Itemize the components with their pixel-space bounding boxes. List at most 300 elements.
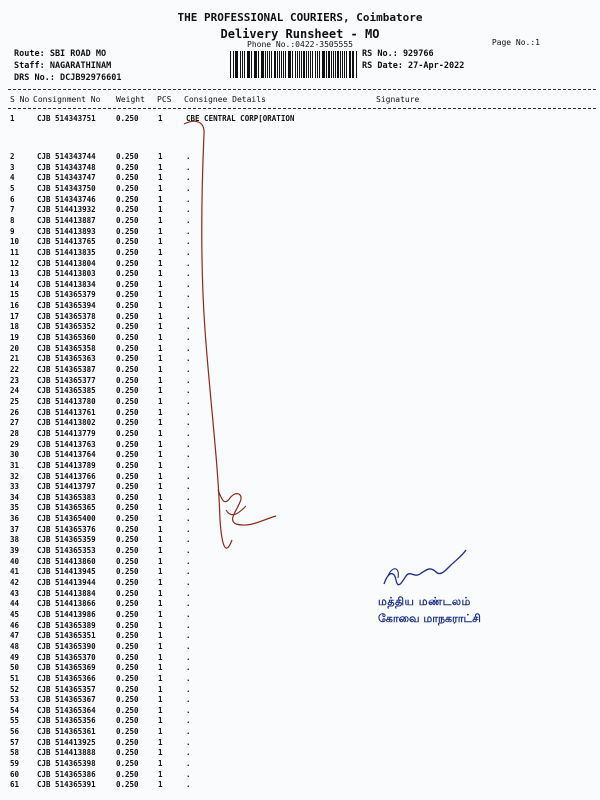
row-pcs: 1 [158,780,163,790]
row-consignee: . [186,748,191,758]
row-consignee: . [186,705,191,715]
row-pcs: 1 [158,439,163,449]
row-weight: 0.250 [116,194,139,204]
row-consignment: CJB 514365400 [37,514,96,524]
row-consignee: . [186,279,191,289]
row-consignee: . [186,396,191,406]
row-consignment: CJB 514413765 [37,237,96,247]
row-consignee: . [186,333,191,343]
row-sno: 16 [10,301,20,311]
row-weight: 0.250 [116,588,139,598]
row-weight: 0.250 [116,716,139,726]
row-consignee: . [186,439,191,449]
row-pcs: 1 [158,226,163,236]
row-weight: 0.250 [116,748,139,758]
row-pcs: 1 [158,620,163,630]
row-consignee: . [186,482,191,492]
row-consignment: CJB 514365383 [37,492,96,502]
row-pcs: 1 [158,237,163,247]
row-pcs: 1 [158,407,163,417]
row-sno: 55 [10,716,20,726]
row-sno: 27 [10,418,20,428]
row-consignment: CJB 514365357 [37,684,96,694]
row-pcs: 1 [158,301,163,311]
row-sno: 21 [10,354,20,364]
col-pcs: PCS [157,95,172,104]
row-sno: 9 [10,226,15,236]
row-consignment: CJB 514413779 [37,428,96,438]
row-consignee: . [186,375,191,385]
row-sno: 4 [10,173,15,183]
row-pcs: 1 [158,578,163,587]
row-sno: 11 [10,247,20,257]
row-consignee: . [186,546,191,556]
row-weight: 0.250 [116,215,139,225]
row-sno: 25 [10,396,20,406]
row-pcs: 1 [158,673,163,683]
row-consignee: . [186,759,191,769]
row-sno: 45 [10,609,20,619]
row-consignee: . [186,673,191,683]
row-sno: 28 [10,428,20,438]
row-sno: 54 [10,705,20,715]
row-consignment: CJB 514365387 [37,365,96,374]
row-consignee: . [186,631,191,641]
row-consignee: . [186,162,191,172]
row-sno: 34 [10,492,20,502]
document-title: Delivery Runsheet - MO [220,27,380,41]
row-consignment: CJB 514413803 [37,269,96,279]
row-consignment: CJB 514365366 [37,673,96,683]
row-sno: 22 [10,365,20,374]
row-sno: 49 [10,652,20,662]
row-weight: 0.250 [116,354,139,364]
row-consignment: CJB 514365364 [37,705,96,715]
row-weight: 0.250 [116,343,139,353]
row-consignee: . [186,311,191,321]
row-pcs: 1 [158,737,163,747]
row-pcs: 1 [158,194,163,204]
row-pcs: 1 [158,343,163,353]
row-consignee: . [186,780,191,790]
row-sno: 2 [10,152,15,161]
row-consignment: CJB 514413884 [37,588,96,598]
row-pcs: 1 [158,215,163,225]
row-pcs: 1 [158,396,163,406]
row-consignment: CJB 514413780 [37,396,96,406]
row-consignee: . [186,471,191,481]
row-sno: 24 [10,386,20,396]
row-consignment: CJB 514343748 [37,162,96,172]
row-pcs: 1 [158,546,163,556]
row-sno: 52 [10,684,20,694]
row-pcs: 1 [158,471,163,481]
row-sno: 58 [10,748,20,758]
row-consignee: . [186,684,191,694]
row-consignment: CJB 514365379 [37,290,96,300]
row-weight: 0.250 [116,386,139,396]
row-consignee: . [186,354,191,364]
row-sno: 15 [10,290,20,300]
row-sno: 13 [10,269,20,279]
row-consignment: CJB 514365351 [37,631,96,641]
row-weight: 0.250 [116,769,139,779]
row-weight: 0.250 [116,173,139,183]
row-consignee: . [186,524,191,534]
row-sno: 12 [10,258,20,268]
row-consignee: . [186,503,191,513]
row-weight: 0.250 [116,247,139,257]
company-title: THE PROFESSIONAL COURIERS, Coimbatore [177,11,423,24]
row-consignment: CJB 514413866 [37,599,96,609]
drs-number: DRS No.: DCJB92976601 [14,73,122,83]
row-weight: 0.250 [116,780,139,790]
row-consignment: CJB 514365394 [37,301,96,311]
row-sno: 59 [10,759,20,769]
row-consignment: CJB 514413764 [37,450,96,460]
row-weight: 0.250 [116,311,139,321]
row-weight: 0.250 [116,428,139,438]
row-consignment: CJB 514413835 [37,247,96,257]
row-weight: 0.250 [116,418,139,428]
row-pcs: 1 [158,482,163,492]
row-consignment: CJB 514365391 [37,780,96,790]
row-consignment: CJB 514365363 [37,354,96,364]
row-consignment: CJB 514365356 [37,716,96,726]
row-sno: 43 [10,588,20,598]
row-pcs: 1 [158,258,163,268]
row-weight: 0.250 [116,599,139,609]
row-sno: 1 [10,114,15,123]
row-weight: 0.250 [116,535,139,545]
row-consignee: . [186,237,191,247]
row-sno: 18 [10,322,20,332]
row-weight: 0.250 [116,407,139,417]
row-consignee: . [186,695,191,705]
row-weight: 0.250 [116,514,139,524]
row-pcs: 1 [158,503,163,513]
row-pcs: 1 [158,365,163,374]
row-consignment: CJB 514365361 [37,727,96,737]
stamp-line-2: கோவை மாநகராட்சி [378,612,481,625]
row-consignee: . [186,247,191,257]
row-pcs: 1 [158,428,163,438]
row-weight: 0.250 [116,162,139,172]
row-consignee: . [186,599,191,609]
row-consignee: . [186,418,191,428]
row-consignment: CJB 514343744 [37,152,96,161]
row-pcs: 1 [158,152,163,161]
row-consignment: CJB 514413763 [37,439,96,449]
row-sno: 48 [10,641,20,651]
row-sno: 39 [10,546,20,556]
row-weight: 0.250 [116,759,139,769]
row-sno: 32 [10,471,20,481]
row-sno: 61 [10,780,20,790]
row-weight: 0.250 [116,482,139,492]
row-consignee: . [186,737,191,747]
row-consignee: . [186,152,191,161]
row-pcs: 1 [158,269,163,279]
row-consignee: . [186,663,191,673]
row-pcs: 1 [158,567,163,577]
row-consignment: CJB 514413944 [37,578,96,587]
row-pcs: 1 [158,727,163,737]
row-consignment: CJB 514413860 [37,556,96,566]
row-pcs: 1 [158,333,163,343]
row-sno: 14 [10,279,20,289]
row-weight: 0.250 [116,684,139,694]
col-weight: Weight [116,95,145,104]
col-sno: S No [10,95,30,104]
row-consignment: CJB 514413887 [37,215,96,225]
row-sno: 20 [10,343,20,353]
row-pcs: 1 [158,695,163,705]
row-pcs: 1 [158,290,163,300]
row-consignment: CJB 514365377 [37,375,96,385]
row-consignment: CJB 514413945 [37,567,96,577]
row-pcs: 1 [158,663,163,673]
row-pcs: 1 [158,114,163,123]
row-weight: 0.250 [116,609,139,619]
row-consignment: CJB 514365378 [37,311,96,321]
row-consignee: CBE CENTRAL CORP[ORATION [186,114,295,123]
row-consignee: . [186,343,191,353]
row-consignee: . [186,290,191,300]
row-weight: 0.250 [116,546,139,556]
row-weight: 0.250 [116,450,139,460]
row-weight: 0.250 [116,226,139,236]
row-consignment: CJB 514365389 [37,620,96,630]
row-consignee: . [186,269,191,279]
row-consignee: . [186,428,191,438]
row-weight: 0.250 [116,439,139,449]
row-consignment: CJB 514365390 [37,641,96,651]
row-sno: 37 [10,524,20,534]
rs-date: RS Date: 27-Apr-2022 [362,61,465,71]
row-sno: 46 [10,620,20,630]
row-sno: 29 [10,439,20,449]
row-pcs: 1 [158,162,163,172]
row-consignment: CJB 514413932 [37,205,96,215]
row-weight: 0.250 [116,460,139,470]
col-consignment: Consignment No [33,95,101,104]
row-weight: 0.250 [116,258,139,268]
col-signature: Signature [376,95,420,104]
row-consignment: CJB 514343746 [37,194,96,204]
row-weight: 0.250 [116,365,139,374]
row-consignee: . [186,727,191,737]
row-sno: 41 [10,567,20,577]
row-consignee: . [186,450,191,460]
page-number: Page No.:1 [491,38,540,47]
row-weight: 0.250 [116,578,139,587]
row-sno: 8 [10,215,15,225]
row-consignment: CJB 514365358 [37,343,96,353]
row-pcs: 1 [158,460,163,470]
row-weight: 0.250 [116,737,139,747]
row-sno: 30 [10,450,20,460]
row-consignee: . [186,215,191,225]
row-weight: 0.250 [116,269,139,279]
row-sno: 35 [10,503,20,513]
row-consignment: CJB 514413761 [37,407,96,417]
row-pcs: 1 [158,386,163,396]
row-consignee: . [186,567,191,577]
row-consignee: . [186,769,191,779]
row-weight: 0.250 [116,375,139,385]
row-pcs: 1 [158,652,163,662]
row-pcs: 1 [158,759,163,769]
col-consignee: Consignee Details [184,95,266,104]
row-pcs: 1 [158,631,163,641]
row-sno: 31 [10,460,20,470]
route-label: Route: SBI ROAD MO [14,49,107,59]
row-sno: 53 [10,695,20,705]
row-consignee: . [186,514,191,524]
row-consignment: CJB 514413789 [37,460,96,470]
row-sno: 57 [10,737,20,747]
row-weight: 0.250 [116,322,139,332]
row-pcs: 1 [158,556,163,566]
row-pcs: 1 [158,588,163,598]
row-pcs: 1 [158,205,163,215]
row-consignee: . [186,205,191,215]
row-consignment: CJB 514365359 [37,535,96,545]
row-pcs: 1 [158,322,163,332]
row-weight: 0.250 [116,237,139,247]
row-sno: 7 [10,205,15,215]
row-consignment: CJB 514343750 [37,183,96,193]
phone-number: Phone No.:0422-3505555 [247,40,353,49]
row-pcs: 1 [158,535,163,545]
row-sno: 5 [10,183,15,193]
row-consignee: . [186,322,191,332]
row-sno: 47 [10,631,20,641]
row-consignment: CJB 514343747 [37,173,96,183]
row-pcs: 1 [158,609,163,619]
row-pcs: 1 [158,450,163,460]
row-consignment: CJB 514343751 [37,114,96,123]
row-pcs: 1 [158,641,163,651]
row-consignment: CJB 514365376 [37,524,96,534]
row-pcs: 1 [158,684,163,694]
row-weight: 0.250 [116,114,139,123]
row-consignment: CJB 514413802 [37,418,96,428]
row-weight: 0.250 [116,183,139,193]
row-consignee: . [186,258,191,268]
row-consignee: . [186,407,191,417]
rs-number: RS No.: 929766 [362,49,434,59]
row-pcs: 1 [158,716,163,726]
row-consignment: CJB 514365386 [37,769,96,779]
row-weight: 0.250 [116,641,139,651]
row-weight: 0.250 [116,333,139,343]
row-weight: 0.250 [116,556,139,566]
row-weight: 0.250 [116,503,139,513]
row-pcs: 1 [158,173,163,183]
row-sno: 23 [10,375,20,385]
row-consignee: . [186,386,191,396]
stamp-line-1: மத்திய மண்டலம் [378,595,471,608]
row-pcs: 1 [158,247,163,257]
row-sno: 60 [10,769,20,779]
row-pcs: 1 [158,279,163,289]
row-consignment: CJB 514365385 [37,386,96,396]
row-sno: 10 [10,237,20,247]
row-sno: 56 [10,727,20,737]
row-consignment: CJB 514413834 [37,279,96,289]
row-consignee: . [186,588,191,598]
row-pcs: 1 [158,514,163,524]
row-consignee: . [186,716,191,726]
row-weight: 0.250 [116,705,139,715]
row-pcs: 1 [158,705,163,715]
row-consignee: . [186,641,191,651]
row-consignee: . [186,556,191,566]
row-weight: 0.250 [116,471,139,481]
row-weight: 0.250 [116,673,139,683]
row-sno: 26 [10,407,20,417]
row-weight: 0.250 [116,652,139,662]
row-consignment: CJB 514365360 [37,333,96,343]
row-weight: 0.250 [116,567,139,577]
row-weight: 0.250 [116,620,139,630]
row-sno: 33 [10,482,20,492]
row-consignee: . [186,183,191,193]
row-pcs: 1 [158,354,163,364]
row-consignment: CJB 514413925 [37,737,96,747]
row-consignee: . [186,578,191,587]
row-consignment: CJB 514413766 [37,471,96,481]
row-sno: 38 [10,535,20,545]
row-weight: 0.250 [116,301,139,311]
row-sno: 44 [10,599,20,609]
row-pcs: 1 [158,769,163,779]
row-consignment: CJB 514365352 [37,322,96,332]
row-weight: 0.250 [116,152,139,161]
row-sno: 42 [10,578,20,587]
row-weight: 0.250 [116,631,139,641]
staff-label: Staff: NAGARATHINAM [14,61,112,71]
row-consignment: CJB 514365398 [37,759,96,769]
row-weight: 0.250 [116,290,139,300]
row-consignee: . [186,301,191,311]
row-consignment: CJB 514413888 [37,748,96,758]
row-weight: 0.250 [116,492,139,502]
row-consignment: CJB 514365370 [37,652,96,662]
row-consignment: CJB 514365369 [37,663,96,673]
row-consignee: . [186,492,191,502]
row-consignee: . [186,620,191,630]
row-consignment: CJB 514413986 [37,609,96,619]
row-consignee: . [186,460,191,470]
row-pcs: 1 [158,748,163,758]
row-consignee: . [186,226,191,236]
row-consignment: CJB 514365365 [37,503,96,513]
row-consignment: CJB 514365367 [37,695,96,705]
row-weight: 0.250 [116,205,139,215]
row-sno: 50 [10,663,20,673]
row-weight: 0.250 [116,727,139,737]
row-weight: 0.250 [116,524,139,534]
row-weight: 0.250 [116,279,139,289]
official-stamp [378,595,481,627]
row-weight: 0.250 [116,663,139,673]
row-sno: 40 [10,556,20,566]
row-pcs: 1 [158,183,163,193]
row-sno: 6 [10,194,15,204]
